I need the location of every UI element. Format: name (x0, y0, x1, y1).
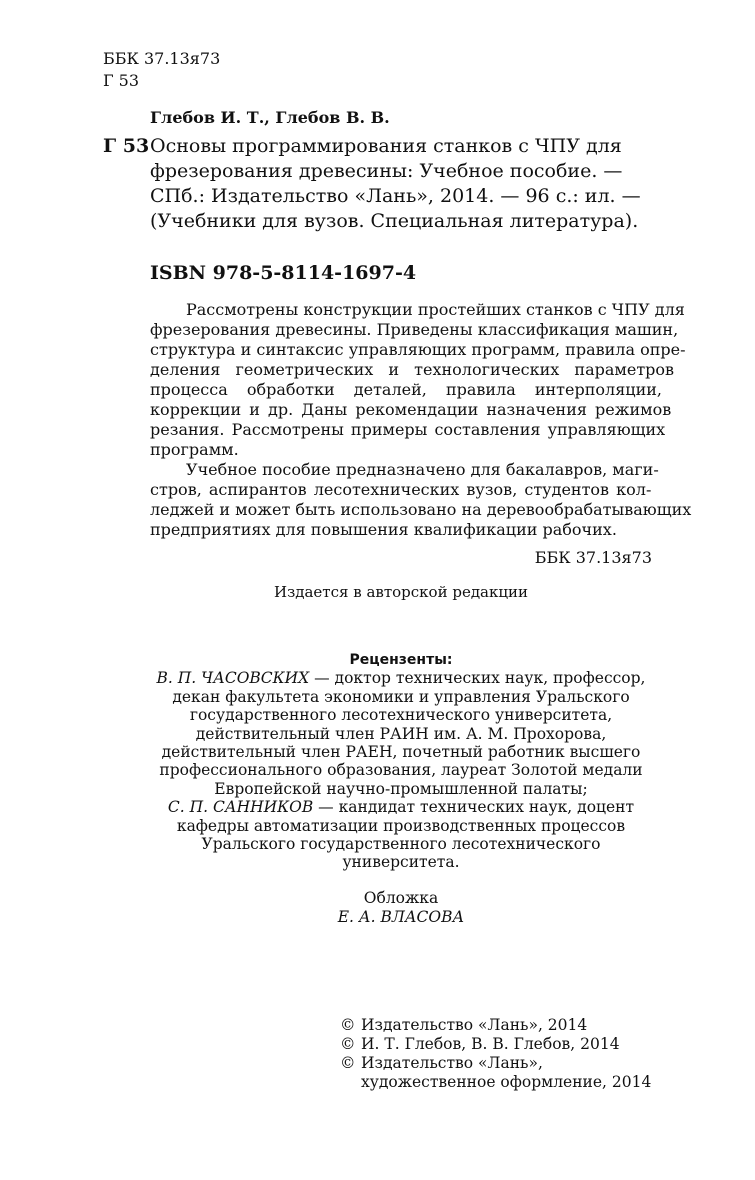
annotation-line: программ. (150, 440, 239, 459)
annotation-line: деления геометрических и технологических параметров (150, 360, 675, 379)
copyright-text: И. Т. Глебов, В. В. Глебов, 2014 (361, 1035, 620, 1053)
reviewer-2-line: университета. (342, 853, 460, 872)
annotation-line: коррекции и др. Даны рекомендации назначения режимов (150, 400, 672, 419)
cover-label: Обложка (363, 889, 439, 907)
description-line: Основы программирования станков с ЧПУ для (150, 135, 622, 157)
reviewer-1-line: действительный член РАИН им. А. М. Прохорова, (195, 724, 607, 743)
annotation-line: леджей и может быть использовано на деревообрабатывающих (150, 500, 692, 519)
reviewer-1-line: государственного лесотехнического университета, (189, 706, 613, 725)
reviewers-heading: Рецензенты: (349, 652, 453, 668)
reviewer-1-line: действительный член РАЕН, почетный работник высшего (161, 743, 641, 762)
reviewer-2-title: — кандидат технических наук, доцент (313, 798, 635, 817)
reviewer-1-first-line (150, 669, 652, 687)
copyright-line (340, 1054, 651, 1073)
copyright-symbol: © (340, 1035, 356, 1053)
copyright-text: Издательство «Лань», 2014 (361, 1016, 588, 1034)
author-sign: Г 53 (103, 71, 140, 90)
reviewer-1-name: В. П. ЧАСОВСКИХ (156, 669, 310, 688)
copyright-continuation: художественное оформление, 2014 (361, 1073, 652, 1091)
cover-credit (150, 889, 652, 927)
bibliographic-description (150, 134, 650, 234)
copyright-text: Издательство «Лань», (361, 1054, 543, 1072)
annotation-line: стров, аспирантов лесотехнических вузов, студентов кол- (150, 480, 652, 499)
description-line: (Учебники для вузов. Специальная литература). (150, 210, 639, 232)
reviewers-block (150, 651, 652, 872)
copyright-line (340, 1016, 651, 1035)
reviewer-2-first-line (150, 798, 652, 816)
description-line: фрезерования древесины: Учебное пособие. — (150, 160, 623, 182)
annotation-line: Рассмотрены конструкции простейших станков с ЧПУ для (186, 300, 685, 319)
annotation (150, 300, 692, 540)
bbk-index-right: ББК 37.13я73 (534, 548, 652, 567)
copyright-symbol: © (340, 1016, 356, 1034)
bibliographic-codes (103, 48, 220, 92)
copyright-block (340, 1016, 651, 1092)
reviewer-1-line: профессионального образования, лауреат Золотой медали (159, 761, 643, 780)
catalog-mark: Г 53 (103, 135, 150, 157)
reviewer-2-name: С. П. САННИКОВ (167, 798, 314, 817)
reviewer-1-line: декан факультета экономики и управления Уральского (172, 687, 630, 706)
annotation-line: фрезерования древесины. Приведены классификация машин, (150, 320, 679, 339)
edition-note: Издается в авторской редакции (273, 583, 529, 601)
annotation-line: процесса обработки деталей, правила интерполяции, (150, 380, 662, 399)
annotation-line: предприятиях для повышения квалификации рабочих. (150, 520, 617, 539)
annotation-line: структура и синтаксис управляющих программ, правила опре- (150, 340, 686, 359)
isbn: ISBN 978-5-8114-1697-4 (150, 262, 417, 284)
bbk-code: ББК 37.13я73 (103, 49, 221, 68)
authors-heading: Глебов И. Т., Глебов В. В. (150, 108, 390, 127)
reviewer-2-line: кафедры автоматизации производственных процессов (176, 816, 626, 835)
annotation-line: Учебное пособие предназначено для бакалавров, маги- (186, 460, 659, 479)
description-line: СПб.: Издательство «Лань», 2014. — 96 с.: ил. — (150, 185, 641, 207)
reviewer-1-line: Европейской научно-промышленной палаты; (214, 779, 588, 798)
copyright-line (340, 1035, 651, 1054)
reviewer-2-line: Уральского государственного лесотехнического (201, 835, 601, 854)
cover-artist: Е. А. ВЛАСОВА (337, 908, 465, 926)
annotation-line: резания. Рассмотрены примеры составления управляющих (150, 420, 666, 439)
reviewer-1-title: — доктор технических наук, профессор, (309, 669, 646, 688)
copyright-symbol: © (340, 1054, 356, 1072)
